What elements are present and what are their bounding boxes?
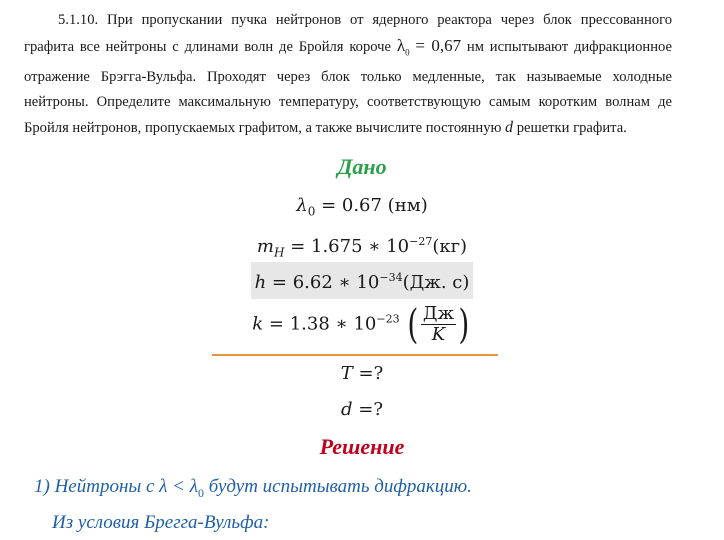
given-divider-line <box>212 354 498 356</box>
problem-text-part3: решетки графита. <box>513 120 627 137</box>
given-heading: Дано <box>337 154 387 179</box>
given-boltzmann: k = 1.38 ∗ $10^{-23}$ ( $\frac{Дж}{K}$ ) <box>0 304 724 345</box>
lambda0-symbol: $\lambda_0$ <box>396 36 410 58</box>
solution-heading: Решение <box>319 434 405 459</box>
problem-statement <box>24 8 672 141</box>
given-lambda: $\lambda_0 = 0.67$ (нм) <box>296 195 428 219</box>
boltzmann-unit-fraction: ( $\frac{Дж}{K}$ ) <box>407 301 470 348</box>
lambda0-value: = 0,67 <box>415 36 462 55</box>
given-mass: $m_H = 1.675$ ∗ $10^{-27}(кг)$ <box>256 235 468 260</box>
planck-highlight: h = 6.62 ∗ $10^{-34}(Дж$. с) <box>251 262 474 299</box>
problem-text-part1: 5.1.10. При пропускании пучка нейтронов от ядерного реактора через блок прессованного графита все нейтроны с длинами волн де Бройля короче <box>24 12 672 55</box>
find-temperature: T =? <box>340 363 384 384</box>
find-lattice-constant: d =? <box>341 399 383 420</box>
given-planck <box>0 262 724 299</box>
solution-step-2-intro: Из условия Брегга-Вульфа: <box>52 512 270 533</box>
d-symbol: d <box>505 119 514 137</box>
problem-text <box>24 8 672 141</box>
solution-step-1: 1) Нейтроны с $\lambda < \lambda_0$ будут испытывать дифракцию. <box>34 476 472 500</box>
problem-text-part2: нм испытывают дифракционное отражение Брэгга-Вульфа. Проходят через блок только медленные, так называемые холодные нейтроны. Определите максимальную температуру, соответствующую самым коротким волнам де Бройля нейтронов, пропускаемых графитом, а также вычислите постоянную <box>24 39 672 137</box>
